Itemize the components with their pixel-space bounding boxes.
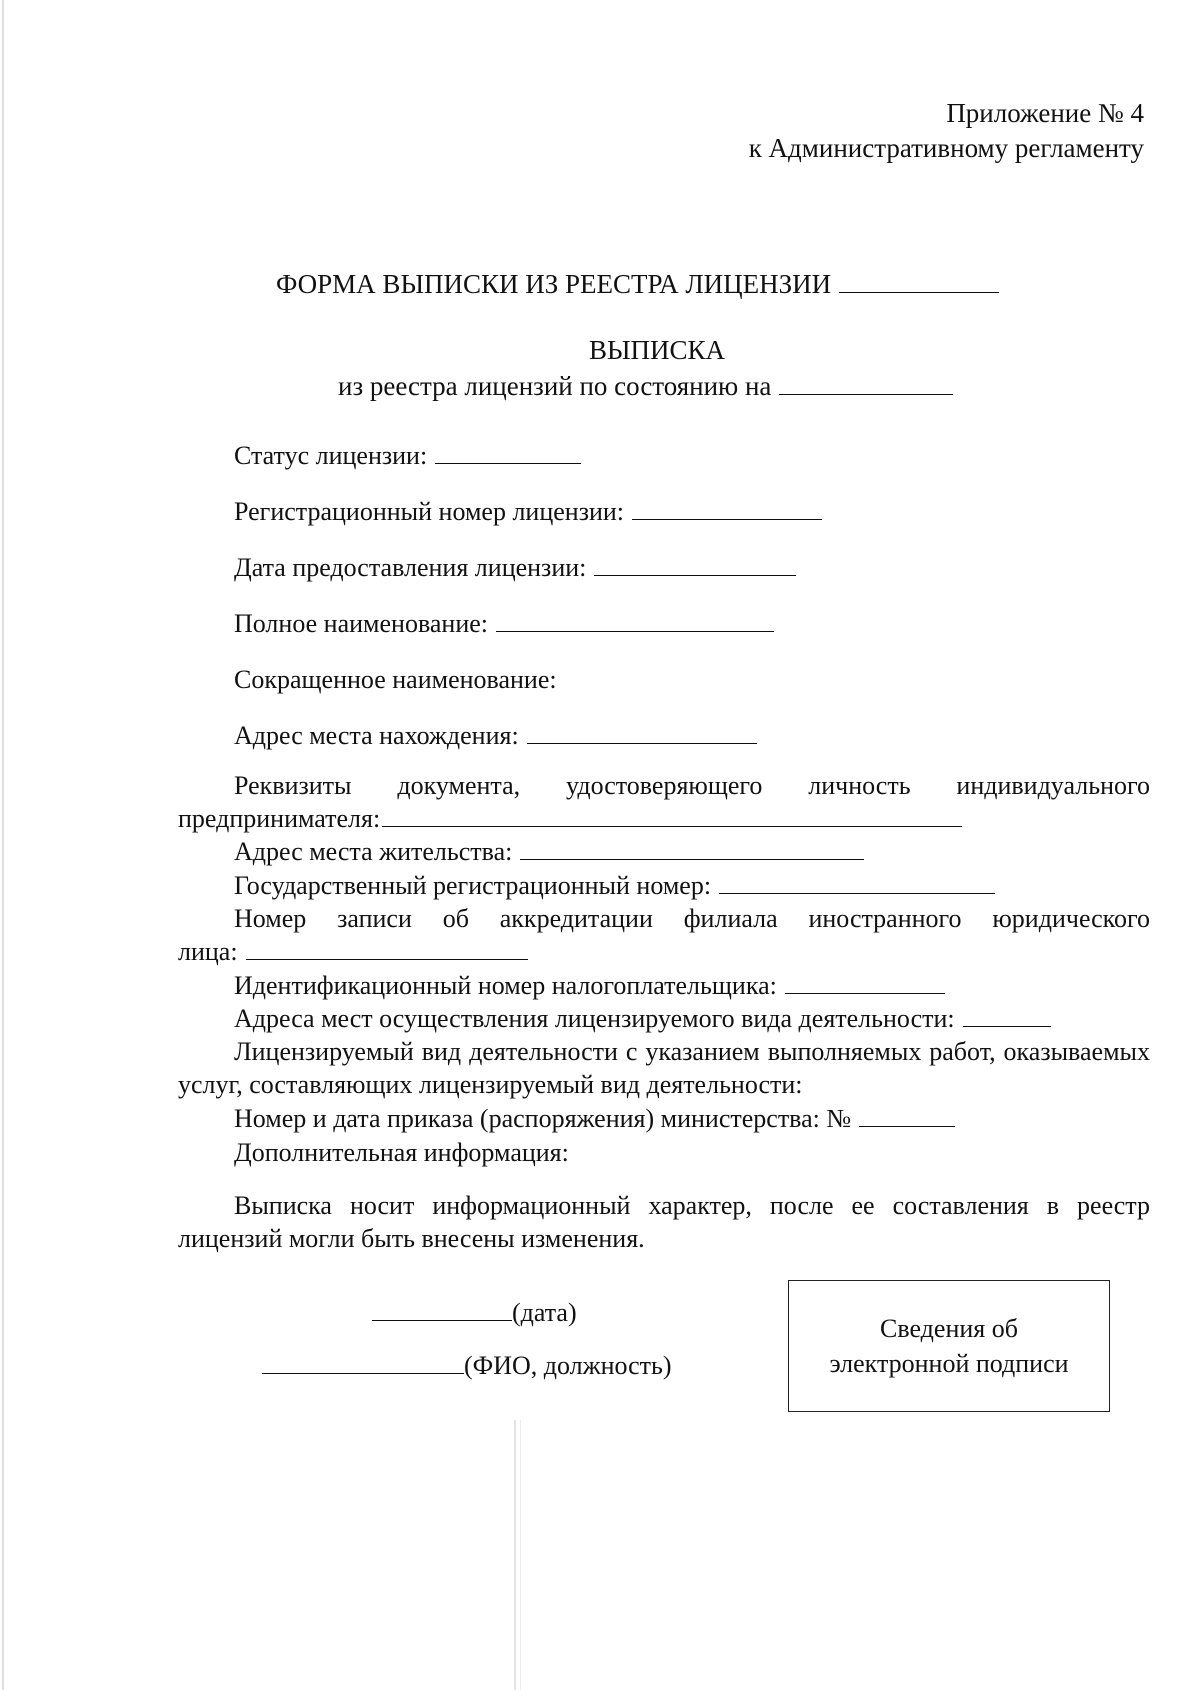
field-label: Дополнительная информация: [234,1138,569,1167]
field-additional-info [234,1137,569,1170]
fio-blank [262,1353,464,1374]
form-title [276,268,999,302]
field-label: Адреса мест осуществления лицензируемого вида деятельности: [234,1004,955,1033]
field-label: Дата предоставления лицензии: [234,553,587,582]
field-address [234,720,757,753]
field-blank [719,873,995,894]
field-label: лица: [178,937,238,966]
field-label: предпринимателя: [178,804,381,833]
appendix-reference: к Административному регламенту [748,133,1144,164]
field-blank [785,973,945,994]
field-activity-type: Лицензируемый вид деятельности с указанием выполняемых работ, оказываемых услуг, составляющих лицензируемый вид деятельности: [178,1037,1150,1099]
field-activity-addresses [234,1003,1051,1036]
field-accreditation-line2 [178,936,1150,969]
field-status [234,440,581,473]
form-title-blank [839,272,999,293]
field-state-reg-number [234,870,995,903]
signature-fio-line [262,1350,672,1383]
scan-edge-line [2,0,4,1690]
date-label: (дата) [512,1298,577,1327]
field-label: Адрес места нахождения: [234,721,519,750]
appendix-header [749,96,1144,166]
field-blank [246,939,528,960]
field-blank [963,1006,1051,1027]
field-reg-number [234,496,822,529]
electronic-signature-box [788,1280,1110,1412]
state-date-line [338,370,953,404]
field-blank [382,806,962,827]
field-label: Номер и дата приказа (распоряжения) министерства: № [234,1104,852,1133]
field-label: Государственный регистрационный номер: [234,871,712,900]
scan-artifact-line [514,1420,516,1690]
field-blank [435,443,581,464]
date-blank [372,1300,512,1321]
field-blank [859,1106,955,1127]
fio-label: (ФИО, должность) [464,1351,672,1380]
field-blank [496,611,774,632]
field-accreditation-line1: Номер записи об аккредитации филиала иностранного юридического [234,904,1150,933]
field-blank [632,499,822,520]
field-short-name [234,664,557,697]
signature-box-line1: Сведения об [880,1313,1018,1343]
field-label: Статус лицензии: [234,441,428,470]
field-blank [527,723,757,744]
field-label: Идентификационный номер налогоплательщика: [234,971,777,1000]
field-blank [594,555,796,576]
field-residence [234,836,864,869]
field-label: Сокращенное наименование: [234,665,557,694]
field-order [234,1103,955,1136]
field-inn [234,970,945,1003]
field-date-granted [234,552,796,585]
state-date-blank [779,374,953,395]
signature-date-line [372,1297,577,1330]
field-label: Полное наименование: [234,609,489,638]
form-title-text: ФОРМА ВЫПИСКИ ИЗ РЕЕСТРА ЛИЦЕНЗИИ [276,269,832,299]
signature-box-line2: электронной подписи [829,1349,1069,1378]
field-id-document-line2 [178,803,1150,836]
field-label: Адрес места жительства: [234,837,513,866]
field-full-name [234,608,774,641]
field-id-document-line1: Реквизиты документа, удостоверяющего личность индивидуального [234,771,1150,800]
disclaimer-text: Выписка носит информационный характер, после ее составления в реестр лицензий могли быть внесены изменения. [178,1191,1150,1253]
field-blank [520,839,864,860]
appendix-number: Приложение № 4 [946,98,1144,128]
main-title: ВЫПИСКА [588,335,726,365]
state-date-label: из реестра лицензий по состоянию на [338,371,772,401]
scan-artifact-line [520,1420,521,1690]
field-label: Регистрационный номер лицензии: [234,497,625,526]
